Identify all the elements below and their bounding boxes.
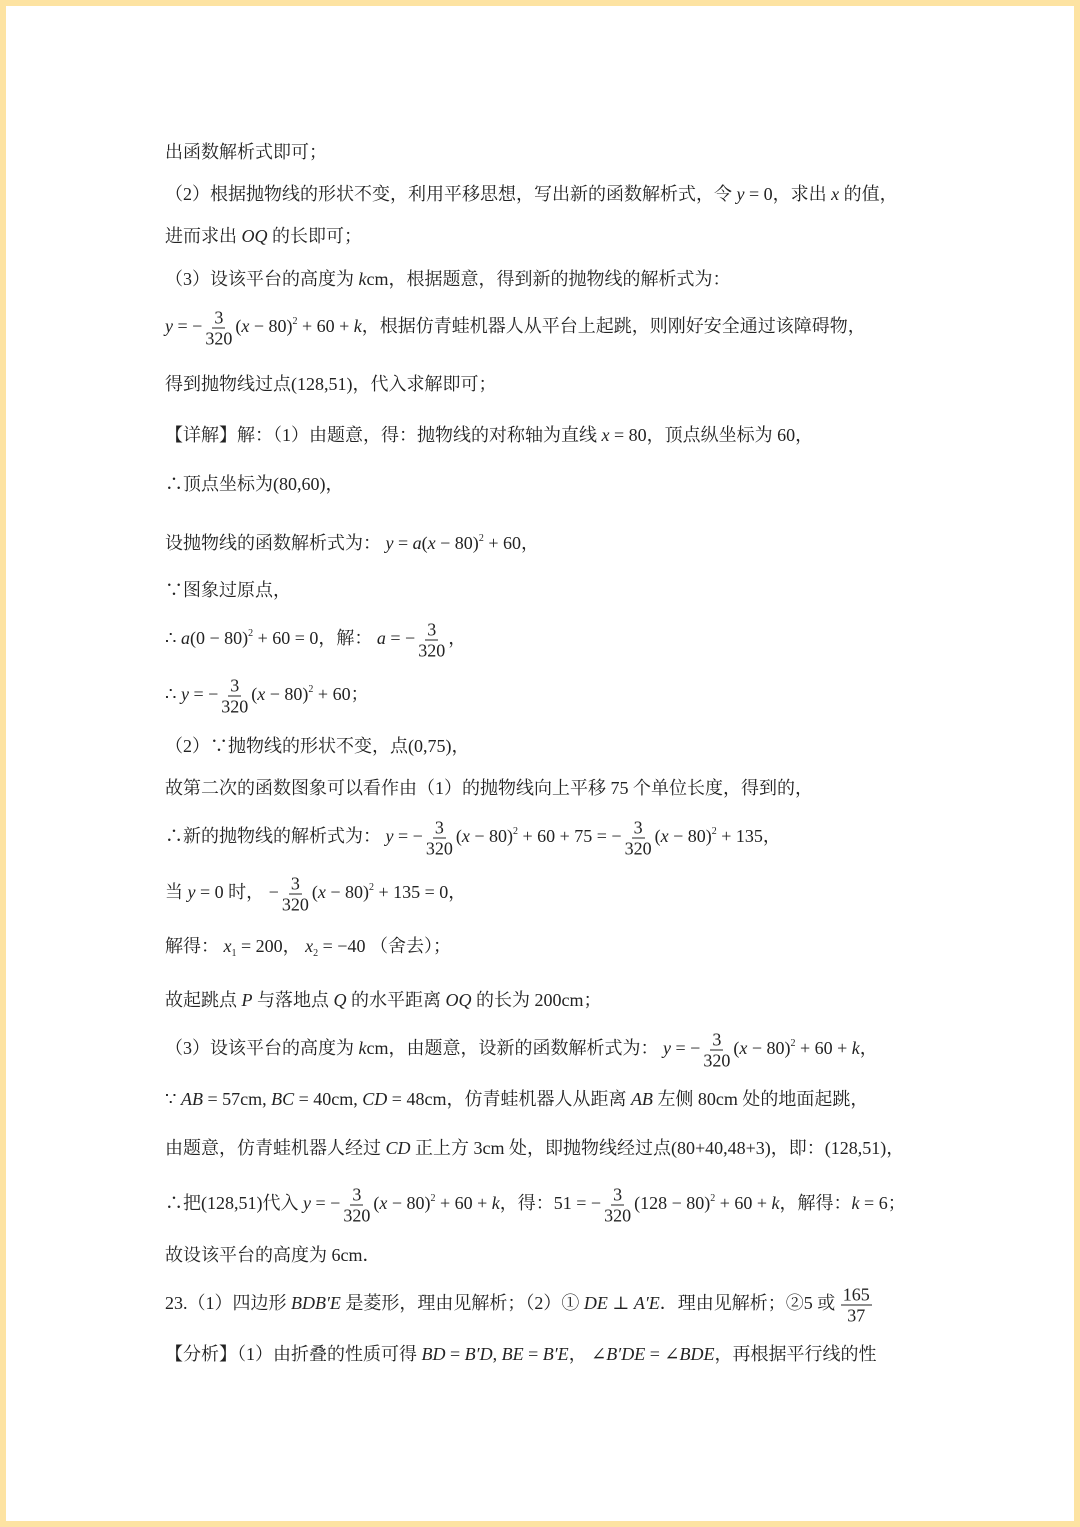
math-variable: y [736,184,745,204]
text-run: 故设该平台的高度为 6cm． [165,1245,381,1265]
text-run: = 200， [236,936,306,956]
fraction-numerator: 3 [290,873,300,894]
math-variable: DE [583,1293,608,1314]
text-run: ，得：51 = − [499,1193,602,1214]
text-line [165,1087,868,1111]
text-run: 解得： [165,936,224,956]
text-run: （3）设该平台的高度为 [165,1038,359,1059]
math-variable: OQ [445,990,472,1010]
math-variable: k [851,1193,860,1214]
text-run: ( [373,1193,380,1214]
text-run: ( [455,826,462,847]
text-run: = [523,1344,543,1364]
text-run: − 80) [435,533,479,553]
fraction-denominator: 320 [624,838,652,859]
text-line [165,934,451,966]
text-line [165,1136,904,1160]
text-run: 的长为 200cm； [471,990,602,1010]
fraction-numerator: 3 [230,675,240,696]
math-variable: y [663,1038,671,1059]
fraction-numerator: 165 [842,1284,870,1305]
text-run: ∴把(128,51)代入 [165,1193,303,1214]
fraction [280,874,311,915]
text-run: + 60 + 75 = − [517,826,622,847]
text-line [165,472,344,496]
text-run: ∴新的抛物线的解析式为： [165,826,386,847]
text-run: 故起跳点 [165,990,242,1010]
text-run: − 80) [668,826,712,847]
text-run: − 80) [469,826,513,847]
superscript: 2 [790,1038,796,1050]
math-variable: x [739,1038,748,1059]
text-run: = − [311,1193,341,1214]
text-run: = 0 时， − [195,882,279,903]
text-run: ，根据仿青蛙机器人从平台上起跳，则刚好安全通过该障碍物， [361,316,866,337]
math-variable: x [241,316,250,337]
superscript: 2 [308,684,314,696]
text-run: ， ∠ [568,1344,607,1364]
text-line [165,1030,878,1071]
math-variable: k [358,269,367,289]
math-variable: CD [385,1138,411,1158]
fraction-numerator: 3 [214,307,224,328]
fraction [203,308,234,349]
text-run: 的值， [839,184,898,204]
text-run: ( [421,533,428,553]
subscript: 2 [313,948,319,959]
text-run: （2）∵抛物线的形状不变，点(0,75)， [165,736,470,756]
text-run: ( [733,1038,740,1059]
fraction [841,1285,872,1326]
text-run: （2）根据抛物线的形状不变，利用平移思想，写出新的函数解析式，令 [165,184,737,204]
math-variable: AB [630,1089,653,1109]
math-variable: y [385,826,394,847]
text-run: 当 [165,882,188,903]
text-line [165,620,466,661]
text-run: 进而求出 [165,226,242,246]
text-run: = 0，求出 [744,184,832,204]
text-line [165,267,731,291]
math-variable: BE [501,1344,524,1364]
fraction-denominator: 320 [418,640,446,661]
fraction [341,1185,372,1226]
fraction [623,818,654,859]
math-variable: a [412,533,422,553]
text-run: + 60 + [795,1038,852,1059]
fraction-numerator: 3 [633,817,643,838]
text-run: + 60 + [297,316,354,337]
text-run: 故第二次的函数图象可以看作由（1）的抛物线向上平移 75 个单位长度，得到的， [165,778,813,798]
math-variable: k [358,1038,367,1059]
math-variable: x [461,826,470,847]
superscript: 2 [478,533,484,544]
text-run: ∴顶点坐标为(80,60)， [165,474,344,494]
text-run: 的水平距离 [346,990,446,1010]
fraction-numerator: 3 [352,1184,362,1205]
text-run: = [445,1344,465,1364]
text-line [165,818,781,859]
text-run: ⊥ [607,1293,634,1314]
math-variable: k [353,316,362,337]
fraction-denominator: 320 [221,696,249,717]
text-run: ∵图象过原点， [165,580,291,600]
superscript: 2 [368,882,374,894]
fraction-denominator: 320 [281,894,309,915]
text-run: + 135， [716,826,781,847]
math-variable: AB [180,1089,203,1109]
text-line [165,140,327,164]
fraction-denominator: 320 [205,328,233,349]
text-run: cm，由题意，设新的函数解析式为： [366,1038,663,1059]
text-run: 左侧 80cm 处的地面起跳， [652,1089,869,1109]
text-run: = 80，顶点纵坐标为 60， [609,425,814,445]
text-run: − 80) [387,1193,431,1214]
math-variable: a [376,628,386,649]
text-run: ( [654,826,661,847]
fraction-numerator: 3 [427,619,437,640]
fraction [602,1185,633,1226]
math-variable: x [601,425,610,445]
text-run: 得到抛物线过点(128,51)，代入求解即可； [165,374,497,394]
text-line [165,988,602,1012]
text-run: ( [311,882,318,903]
fraction [701,1030,732,1071]
text-line [165,776,813,800]
text-line [165,1243,381,1267]
text-run: ( [235,316,242,337]
text-run: = − [393,826,423,847]
text-run: = ∠ [645,1344,680,1364]
math-variable: x [660,826,669,847]
text-run: , [492,1344,502,1364]
fraction [416,620,447,661]
text-run: ( [251,684,258,705]
text-run: + 60 + [435,1193,492,1214]
math-variable: BC [271,1089,295,1109]
superscript: 2 [512,826,518,838]
math-variable: x [305,936,314,956]
superscript: 2 [430,1193,436,1205]
text-run: ．理由见解析；②5 或 [659,1293,840,1314]
text-line [165,224,362,248]
fraction-denominator: 37 [847,1305,866,1326]
text-run: ， [448,628,467,649]
math-variable: x [223,936,232,956]
text-run: = − [173,316,203,337]
text-line [165,1285,873,1326]
text-run: = −40 （舍去）； [318,936,451,956]
math-variable: BDE [679,1344,715,1364]
math-variable: y [180,684,189,705]
text-run: 出函数解析式即可； [165,142,327,162]
fraction-numerator: 3 [613,1184,623,1205]
math-variable: y [303,1193,311,1214]
math-variable: B′D [464,1344,493,1364]
text-run: + 60 = 0，解： [253,628,377,649]
superscript: 2 [292,316,298,328]
text-run: 【分析】（1）由折叠的性质可得 [165,1344,422,1364]
fraction [219,676,250,717]
math-variable: y [385,533,394,553]
math-variable: OQ [241,226,268,246]
text-run: = − [671,1038,701,1059]
fraction-numerator: 3 [434,817,444,838]
math-variable: BD [421,1344,446,1364]
math-variable: Q [333,990,347,1010]
text-run: (0 − 80) [189,628,249,649]
text-run: = [393,533,413,553]
text-run: cm，根据题意，得到新的抛物线的解析式为： [366,269,731,289]
text-run: ，解得： [779,1193,852,1214]
text-run: 由题意，仿青蛙机器人经过 [165,1138,386,1158]
document-page [6,6,1074,1521]
text-run: ，再根据平行线的性 [714,1344,877,1364]
text-run: − 80) [747,1038,791,1059]
text-run: − 80) [249,316,293,337]
math-variable: k [491,1193,500,1214]
superscript: 2 [248,628,254,640]
text-run: = 6； [859,1193,906,1214]
math-variable: x [379,1193,388,1214]
text-run: = − [188,684,219,705]
math-variable: BDB′E [291,1293,341,1314]
text-run: = − [385,628,416,649]
text-line [165,676,369,717]
text-line [165,423,813,447]
text-run: + 60， [483,533,539,553]
text-line [165,874,466,915]
text-run: （3）设该平台的高度为 [165,269,359,289]
text-run: 是菱形，理由见解析；（2）① [340,1293,584,1314]
math-variable: x [831,184,840,204]
text-run: − 80) [325,882,369,903]
math-variable: y [165,316,173,337]
text-run: + 135 = 0， [373,882,467,903]
text-run: − 80) [265,684,309,705]
text-line [165,1342,876,1366]
math-variable: B′DE [606,1344,646,1364]
math-variable: x [317,882,326,903]
text-run: 设抛物线的函数解析式为： [165,533,386,553]
superscript: 2 [711,826,717,838]
text-run: 正上方 3cm 处，即抛物线经过点(80+40,48+3)，即：(128,51)， [410,1138,905,1158]
fraction-denominator: 320 [604,1205,632,1226]
text-run: = 40cm, [294,1089,363,1109]
math-variable: y [187,882,196,903]
text-line [165,734,470,758]
text-line [165,182,898,206]
math-variable: CD [362,1089,388,1109]
text-run: ∴ [165,628,181,649]
fraction-numerator: 3 [712,1029,722,1050]
math-variable: x [257,684,266,705]
text-run: = 48cm，仿青蛙机器人从距离 [387,1089,631,1109]
text-run: + 60； [313,684,369,705]
math-variable: a [180,628,190,649]
math-variable: x [427,533,436,553]
math-variable: k [851,1038,860,1059]
superscript: 2 [710,1193,716,1205]
text-line [165,1185,906,1226]
fraction-denominator: 320 [703,1050,731,1071]
text-run: 【详解】解：（1）由题意，得：抛物线的对称轴为直线 [165,425,602,445]
text-run: 23.（1）四边形 [165,1293,291,1314]
fraction-denominator: 320 [425,838,453,859]
text-line [165,372,497,396]
fraction [424,818,455,859]
fraction-denominator: 320 [343,1205,371,1226]
math-variable: k [771,1193,780,1214]
text-run: (128 − 80) [634,1193,711,1214]
text-run: ∵ [165,1089,181,1109]
text-run: + 60 + [715,1193,772,1214]
math-variable: P [241,990,253,1010]
subscript: 1 [231,948,237,959]
text-run: = 57cm, [202,1089,272,1109]
text-run: ∴ [165,684,181,705]
math-variable: A′E [633,1293,660,1314]
text-run: 与落地点 [252,990,334,1010]
math-variable: B′E [542,1344,569,1364]
text-line [165,578,291,602]
text-line [165,308,866,349]
text-run: ， [859,1038,878,1059]
text-line [165,527,539,555]
text-run: 的长即可； [267,226,362,246]
